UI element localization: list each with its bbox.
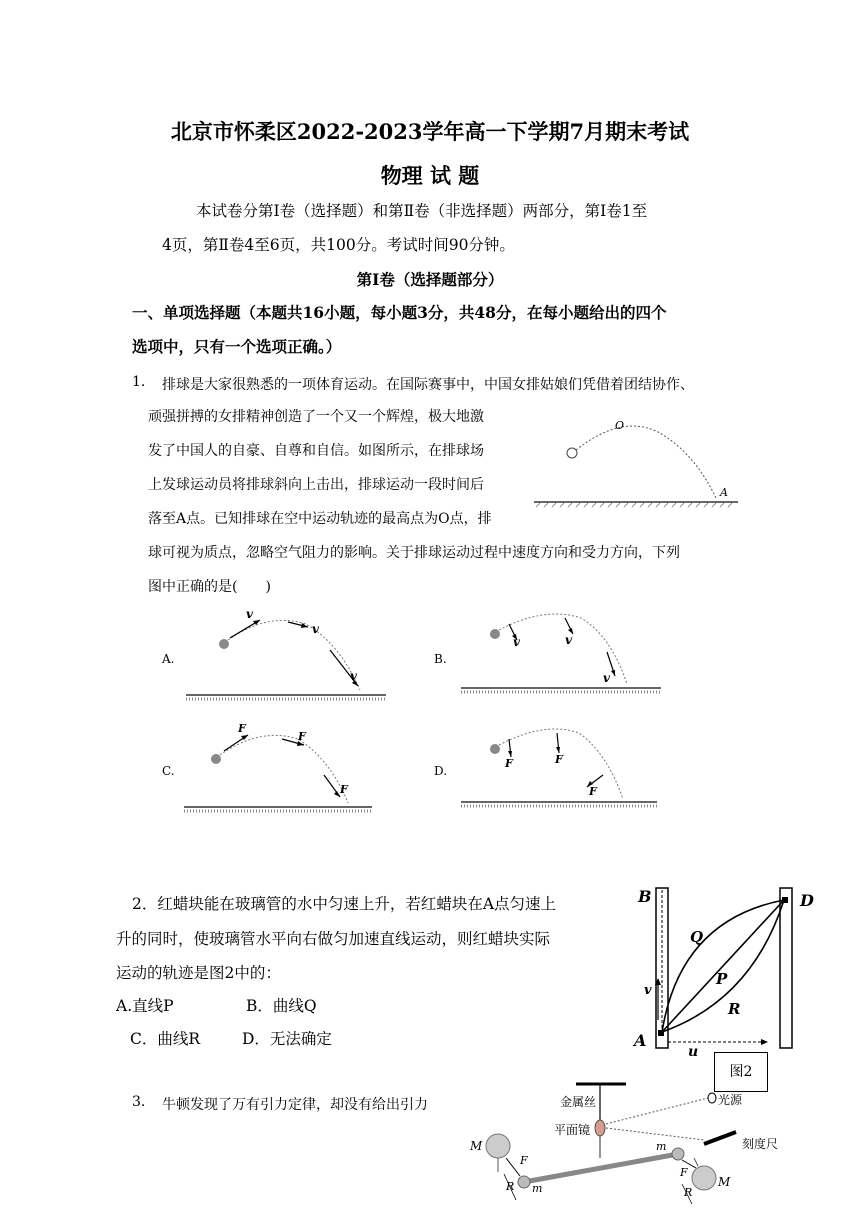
small-m-left-label: m: [532, 1182, 543, 1195]
section-heading-rest: （本题共16小题，每小题3分，共48分，在每小题给出的四个: [240, 303, 667, 322]
line-p: [662, 900, 784, 1032]
option-b-figure[interactable]: [455, 600, 665, 700]
option-d-figure[interactable]: [455, 715, 665, 815]
label-p: P: [716, 970, 728, 988]
trajectory-curve: [228, 620, 360, 690]
velocity-label: v: [246, 607, 253, 621]
q1-line-5: 落至A点。已知排球在空中运动轨迹的最高点为O点，排: [148, 511, 492, 527]
figure-2-caption: 图2: [714, 1052, 768, 1092]
q2-option-c[interactable]: C．曲线R: [130, 1030, 201, 1048]
option-c-label[interactable]: C.: [162, 764, 175, 778]
section-heading-bold: 一、单项选择题: [132, 303, 241, 322]
q2-option-a[interactable]: A.直线P: [116, 997, 174, 1015]
option-a-figure[interactable]: [180, 600, 390, 705]
big-m-left-label: M: [470, 1139, 483, 1153]
label-b: B: [638, 887, 652, 906]
option-d-label[interactable]: D.: [434, 764, 448, 778]
force-label: F: [505, 757, 513, 770]
q1-line-1: 排球是大家很熟悉的一项体育运动。在国际赛事中，中国女排姑娘们凭借着团结协作、: [162, 377, 694, 393]
force-label: F: [298, 730, 306, 743]
ground-hatching: [536, 503, 732, 507]
right-tube: [780, 888, 792, 1048]
q2-line-3: 运动的轨迹是图2中的：: [116, 964, 281, 982]
volume-heading: 第Ⅰ卷（选择题部分）: [356, 270, 504, 289]
light-source-icon: [708, 1093, 716, 1103]
velocity-label: v: [565, 633, 572, 647]
velocity-label: v: [350, 669, 357, 683]
q3-number: 3.: [132, 1094, 146, 1110]
q2-line-2: 升的同时，使玻璃管水平向右做匀加速直线运动，则红蜡块实际: [116, 930, 551, 948]
small-ball-left: [518, 1176, 530, 1188]
volleyball-icon: [567, 448, 577, 458]
trajectory-curve: [220, 735, 348, 803]
label-a: A: [634, 1031, 647, 1050]
ball-icon: [490, 629, 500, 639]
q3-torsion-balance-figure: [460, 1078, 790, 1216]
small-ball-right: [672, 1148, 684, 1160]
q2-option-b[interactable]: B．曲线Q: [246, 997, 317, 1015]
torsion-rod: [524, 1154, 678, 1182]
scale-ruler-label: 刻度尺: [742, 1137, 779, 1151]
q1-line-2: 顽强拼搏的女排精神创造了一个又一个辉煌，极大地激: [148, 409, 484, 425]
metal-wire-label: 金属丝: [560, 1095, 597, 1109]
q3-line-1: 牛顿发现了万有引力定律，却没有给出引力: [162, 1097, 428, 1113]
force-label: F: [555, 753, 563, 766]
velocity-label: v: [513, 635, 520, 649]
q2-tube-figure: [632, 880, 832, 1058]
q1-line-4: 上发球运动员将排球斜向上击出，排球运动一段时间后: [148, 477, 484, 493]
section-heading-line-2: 选项中，只有一个选项正确。）: [132, 337, 342, 356]
force-label: F: [340, 783, 348, 796]
trajectory-curve: [576, 426, 716, 498]
distance-r-right-label: R: [684, 1186, 693, 1199]
force-f-left-label: F: [520, 1154, 528, 1167]
big-m-right-label: M: [718, 1175, 731, 1189]
light-beam-reflected: [606, 1128, 704, 1140]
light-beam-incident: [606, 1098, 708, 1124]
q2-option-d[interactable]: D．无法确定: [242, 1030, 332, 1048]
q1-line-6: 球可视为质点，忽略空气阻力的影响。关于排球运动过程中速度方向和受力方向，下列: [148, 545, 680, 561]
small-m-right-label: m: [656, 1140, 667, 1153]
point-a-label: A: [720, 486, 728, 499]
option-a-label[interactable]: A.: [162, 652, 175, 666]
large-ball-left: [486, 1134, 510, 1158]
plane-mirror: [595, 1120, 605, 1136]
q1-line-3: 发了中国人的自豪、自尊和自信。如图所示，在排球场: [148, 443, 484, 459]
label-v: v: [644, 983, 652, 998]
intro-line-1: 本试卷分第Ⅰ卷（选择题）和第Ⅱ卷（非选择题）两部分，第Ⅰ卷1至: [196, 202, 648, 220]
force-label: F: [589, 785, 597, 798]
label-q: Q: [690, 928, 704, 946]
intro-line-2: 4页，第Ⅱ卷4至6页，共100分。考试时间90分钟。: [162, 236, 515, 254]
option-c-figure[interactable]: [180, 715, 380, 815]
ball-icon: [219, 639, 229, 649]
q1-line-7: 图中正确的是( ): [148, 579, 271, 595]
scale-ruler: [704, 1132, 736, 1144]
q1-number: 1.: [132, 374, 146, 390]
section-heading: [132, 305, 666, 322]
ball-icon: [211, 754, 221, 764]
point-o-label: O: [615, 419, 625, 432]
option-b-label[interactable]: B.: [434, 652, 447, 666]
force-f-right-label: F: [680, 1166, 688, 1179]
ball-icon: [490, 744, 500, 754]
plane-mirror-label: 平面镜: [554, 1123, 591, 1137]
distance-r-left-label: R: [506, 1180, 515, 1193]
label-d: D: [800, 891, 814, 910]
document-title: 北京市怀柔区2022-2023学年高一下学期7月期末考试: [170, 119, 690, 144]
label-r: R: [728, 1000, 741, 1018]
force-arrow-left: [506, 1158, 520, 1176]
velocity-label: v: [603, 671, 610, 685]
q2-line-1: 2．红蜡块能在玻璃管的水中匀速上升，若红蜡块在A点匀速上: [132, 895, 557, 913]
force-label: F: [238, 722, 246, 735]
document-subtitle: 物理 试 题: [380, 163, 480, 188]
large-ball-right: [692, 1166, 716, 1190]
velocity-label: v: [312, 622, 319, 636]
label-u: u: [688, 1044, 699, 1058]
q1-volleyball-figure: [530, 410, 740, 510]
light-source-label: 光源: [718, 1093, 743, 1107]
